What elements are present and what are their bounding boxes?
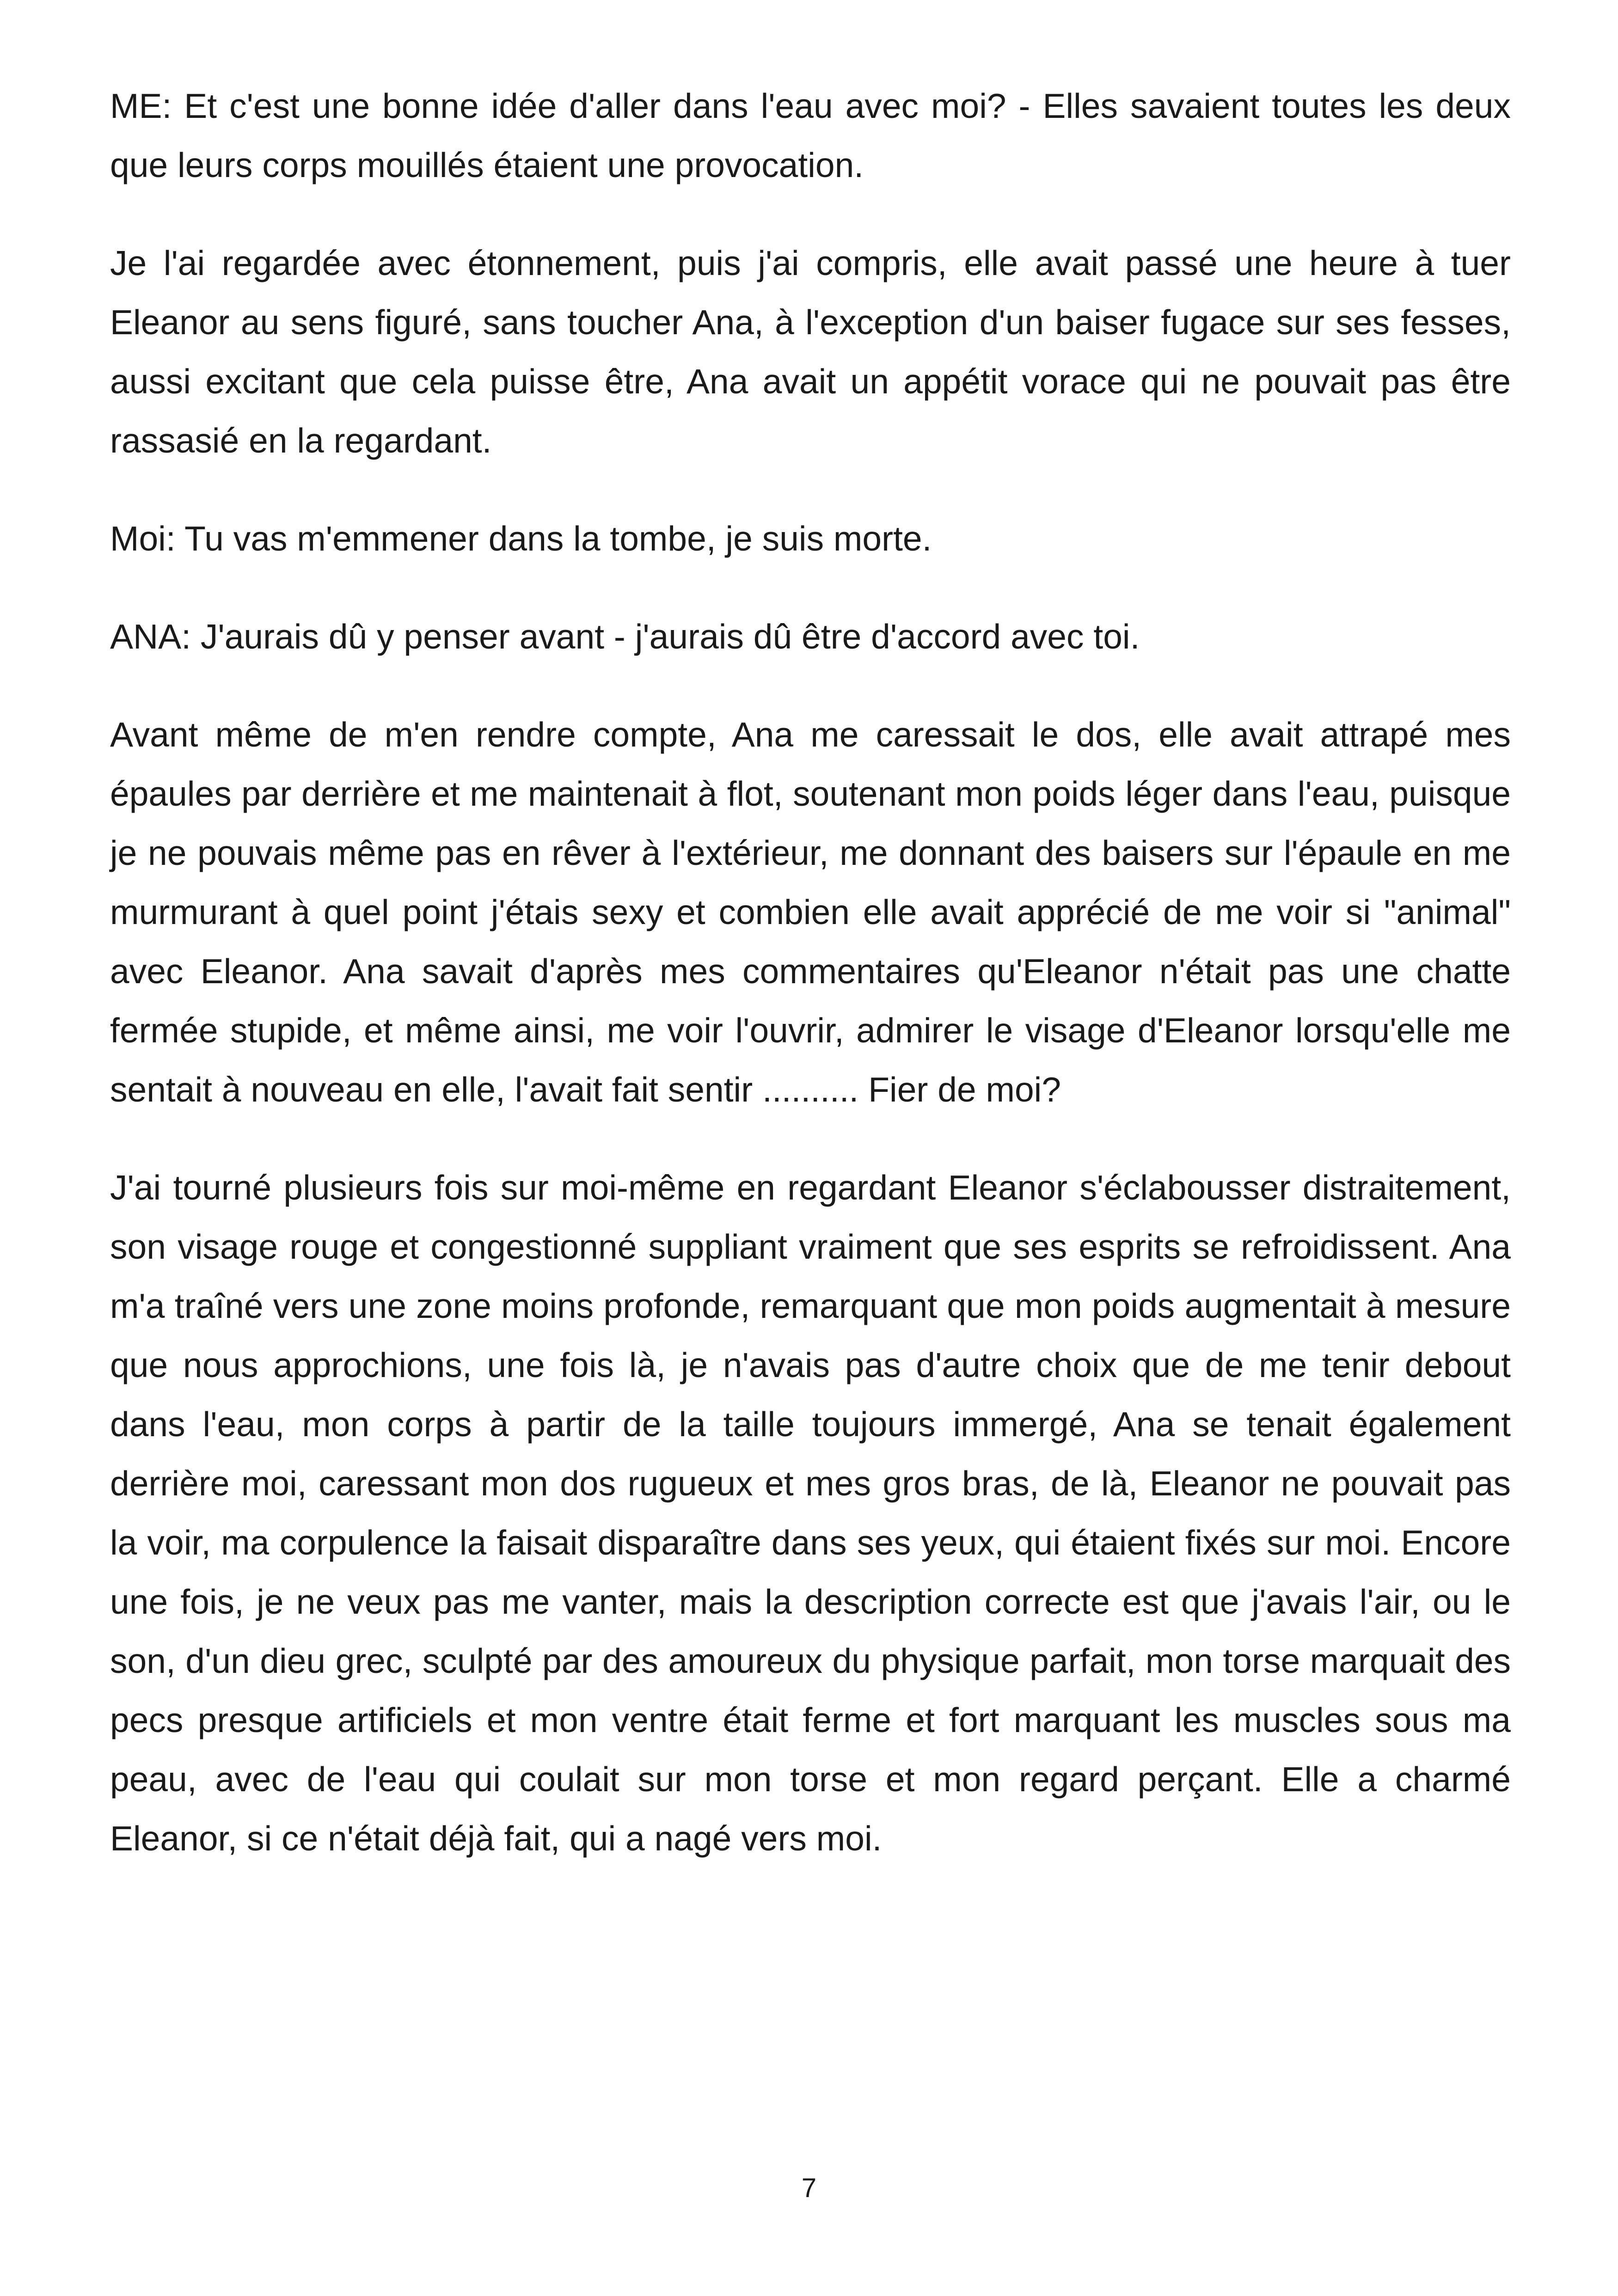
paragraph-5: Avant même de m'en rendre compte, Ana me caressait le dos, elle avait attrapé mes épaules par derrière et me maintenait à flot, soutenant mon poids léger dans l'eau, puisque je ne pouvais même pas en rêver à l'extérieur, me donnant des baisers sur l'épaule en me murmurant à quel point j'étais sexy et combien elle avait apprécié de me voir si "animal" avec Eleanor. Ana savait d'après mes commentaires qu'Eleanor n'était pas une chatte fermée stupide, et même ainsi, me voir l'ouvrir, admirer le visage d'Eleanor lorsqu'elle me sentait à nouveau en elle, l'avait fait sentir .......... Fier de moi? — [110, 715, 1511, 1109]
paragraph-3: Moi: Tu vas m'emmener dans la tombe, je suis morte. — [110, 519, 932, 558]
paragraph-4: ANA: J'aurais dû y penser avant - j'aurais dû être d'accord avec toi. — [110, 617, 1140, 656]
body-text — [110, 76, 1511, 1907]
page-number: 7 — [801, 2173, 817, 2203]
paragraph-6: J'ai tourné plusieurs fois sur moi-même en regardant Eleanor s'éclabousser distraitement, son visage rouge et congestionné suppliant vraiment que ses esprits se refroidissent. Ana m'a traîné vers une zone moins profonde, remarquant que mon poids augmentait à mesure que nous approchions, une fois là, je n'avais pas d'autre choix que de me tenir debout dans l'eau, mon corps à partir de la taille toujours immergé, Ana se tenait également derrière moi, caressant mon dos rugueux et mes gros bras, de là, Eleanor ne pouvait pas la voir, ma corpulence la faisait disparaître dans ses yeux, qui étaient fixés sur moi. Encore une fois, je ne veux pas me vanter, mais la description correcte est que j'avais l'air, ou le son, d'un dieu grec, sculpté par des amoureux du physique parfait, mon torse marquait des pecs presque artificiels et mon ventre était ferme et fort marquant les muscles sous ma peau, avec de l'eau qui coulait sur mon torse et mon regard perçant. Elle a charmé Eleanor, si ce n'était déjà fait, qui a nagé vers moi. — [110, 1168, 1511, 1858]
paragraph-2: Je l'ai regardée avec étonnement, puis j'ai compris, elle avait passé une heure à tuer Eleanor au sens figuré, sans toucher Ana, à l'exception d'un baiser fugace sur ses fesses, aussi excitant que cela puisse être, Ana avait un appétit vorace qui ne pouvait pas être rassasié en la regardant. — [110, 244, 1511, 460]
paragraph-1: ME: Et c'est une bonne idée d'aller dans l'eau avec moi? - Elles savaient toutes les deux que leurs corps mouillés étaient une provocation. — [110, 86, 1511, 184]
